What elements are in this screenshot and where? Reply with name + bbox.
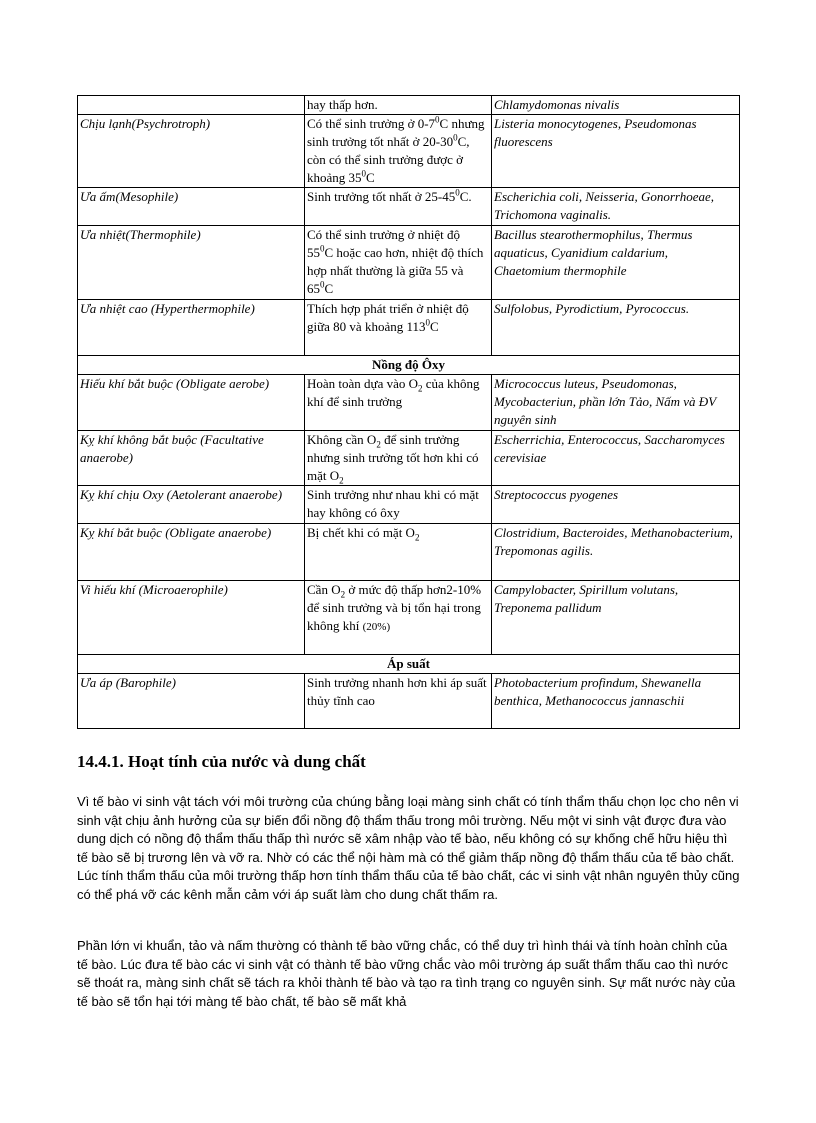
table-row (78, 431, 740, 486)
table-cell: Ưa nhiệt(Thermophile) (78, 226, 305, 300)
table-cell: Streptococcus pyogenes (492, 486, 740, 524)
section-heading: Áp suất (78, 655, 740, 674)
table-row (78, 581, 740, 655)
table-cell: Không cần $O_2$ để sinh trưởng nhưng sinh trưởng tốt hơn khi có mặt $O_2$ (305, 431, 492, 486)
table-cell: Sinh trưởng như nhau khi có mặt hay không có ôxy (305, 486, 492, 524)
table-cell: Chlamydomonas nivalis (492, 96, 740, 115)
body-paragraph: Phần lớn vi khuẩn, tảo và nấm thường có thành tế bào vững chắc, có thể duy trì hình thái và tính hoàn chỉnh của tế bào. Lúc đưa tế bào các vi sinh vật có thành tế bào vững chắc vào môi trường áp suất thẩm thấu cao thì nước sẽ thoát ra, màng sinh chất sẽ tách ra khỏi thành tế bào và tạo ra tình trạng co nguyên sinh. Sự mất nước này của tế bào sẽ tổn hại tới màng tế bào chất, tế bào sẽ mất khả (77, 938, 736, 1009)
table-cell: Ưa ấm(Mesophile) (78, 188, 305, 226)
table-cell: Sulfolobus, Pyrodictium, Pyrococcus. (492, 300, 740, 356)
table-cell: Micrococcus luteus, Pseudomonas, Mycobacteriun, phần lớn Tảo, Nấm và ĐV nguyên sinh (492, 375, 740, 431)
table-cell: Sinh trưởng tốt nhất ở $25-45^0C$. (305, 188, 492, 226)
table-row (78, 300, 740, 356)
table-cell: Ưa nhiệt cao (Hyperthermophile) (78, 300, 305, 356)
table-cell: Campylobacter, Spirillum volutans, Treponema pallidum (492, 581, 740, 655)
table-row (78, 524, 740, 581)
table-cell: Listeria monocytogenes, Pseudomonas fluorescens (492, 115, 740, 188)
table-cell: hay thấp hơn. (305, 96, 492, 115)
table-cell: Escherrichia, Enterococcus, Saccharomyces cerevisiae (492, 431, 740, 486)
table-cell: Photobacterium profindum, Shewanella benthica, Methanococcus jannaschii (492, 674, 740, 729)
table-row (78, 96, 740, 115)
section-row-oxygen (78, 356, 740, 375)
table-row (78, 375, 740, 431)
section-heading: Nồng độ Ôxy (78, 356, 740, 375)
table-cell: Bacillus stearothermophilus, Thermus aquaticus, Cyanidium caldarium, Chaetomium thermophile (492, 226, 740, 300)
table-cell: Kỵ khí bắt buộc (Obligate anaerobe) (78, 524, 305, 581)
table-row (78, 674, 740, 729)
table-row (78, 188, 740, 226)
table-cell: Có thể sinh trưởng ở $0-7^0C$ nhưng sinh trưởng tốt nhất ở $20-30^0C$, còn có thể sinh trưởng được ở khoảng $35^0C$ (305, 115, 492, 188)
section-heading-water-activity: 14.4.1. Hoạt tính của nước và dung chất (77, 752, 366, 771)
table-cell: Hiếu khí bắt buộc (Obligate aerobe) (78, 375, 305, 431)
table-cell: Kỵ khí chịu Oxy (Aetolerant anaerobe) (78, 486, 305, 524)
table-row (78, 226, 740, 300)
section-row-pressure (78, 655, 740, 674)
table-cell (78, 96, 305, 115)
table-row (78, 486, 740, 524)
table-row (78, 115, 740, 188)
table-cell: Kỵ khí không bắt buộc (Facultative anaerobe) (78, 431, 305, 486)
table-cell: Vi hiếu khí (Microaerophile) (78, 581, 305, 655)
table-cell: Có thể sinh trưởng ở nhiệt độ $55^0C$ hoặc cao hơn, nhiệt độ thích hợp nhất thường là giữa 55 và $65^0C$ (305, 226, 492, 300)
table-cell: Ưa áp (Barophile) (78, 674, 305, 729)
body-paragraph: Vì tế bào vi sinh vật tách với môi trường của chúng bằng loại màng sinh chất có tính thẩm thấu chọn lọc cho nên vi sinh vật chịu ảnh hưởng của sự biến đổi nồng độ thẩm thấu trong môi trường. Nếu một vi sinh vật được đưa vào dung dịch có nồng độ thẩm thấu thấp thì nước sẽ xâm nhập vào tế bào, nếu không có sự khống chế hữu hiệu thì tế bào sẽ bị trương lên và vỡ ra. Nhờ có các thể nội hàm mà có thể giảm thấp nồng độ thẩm thấu của tế bào chất. Lúc tính thẩm thấu của môi trường thấp hơn tính thẩm thấu của tế bào chất, các vi sinh vật nhân nguyên thủy cũng có thể phá vỡ các kênh mẫn cảm với áp suất làm cho dung chất thấm ra. (77, 794, 740, 902)
table-cell: Thích hợp phát triển ở nhiệt độ giữa 80 và khoảng $113^0C$ (305, 300, 492, 356)
table-cell: Cần $O_2$ ở mức độ thấp hơn2-10% để sinh trưởng và bị tổn hại trong không khí (20%) (305, 581, 492, 655)
table-cell: Hoàn toàn dựa vào $O_2$ của không khí để sinh trưởng (305, 375, 492, 431)
table-cell: Chịu lạnh(Psychrotroph) (78, 115, 305, 188)
table-cell: Clostridium, Bacteroides, Methanobacterium, Trepomonas agilis. (492, 524, 740, 581)
table-cell: Sinh trưởng nhanh hơn khi áp suất thủy tĩnh cao (305, 674, 492, 729)
microbe-classification-table (77, 95, 740, 729)
table-cell: Bị chết khi có mặt $O_2$ (305, 524, 492, 581)
table-cell: Escherichia coli, Neisseria, Gonorrhoeae, Trichomona vaginalis. (492, 188, 740, 226)
